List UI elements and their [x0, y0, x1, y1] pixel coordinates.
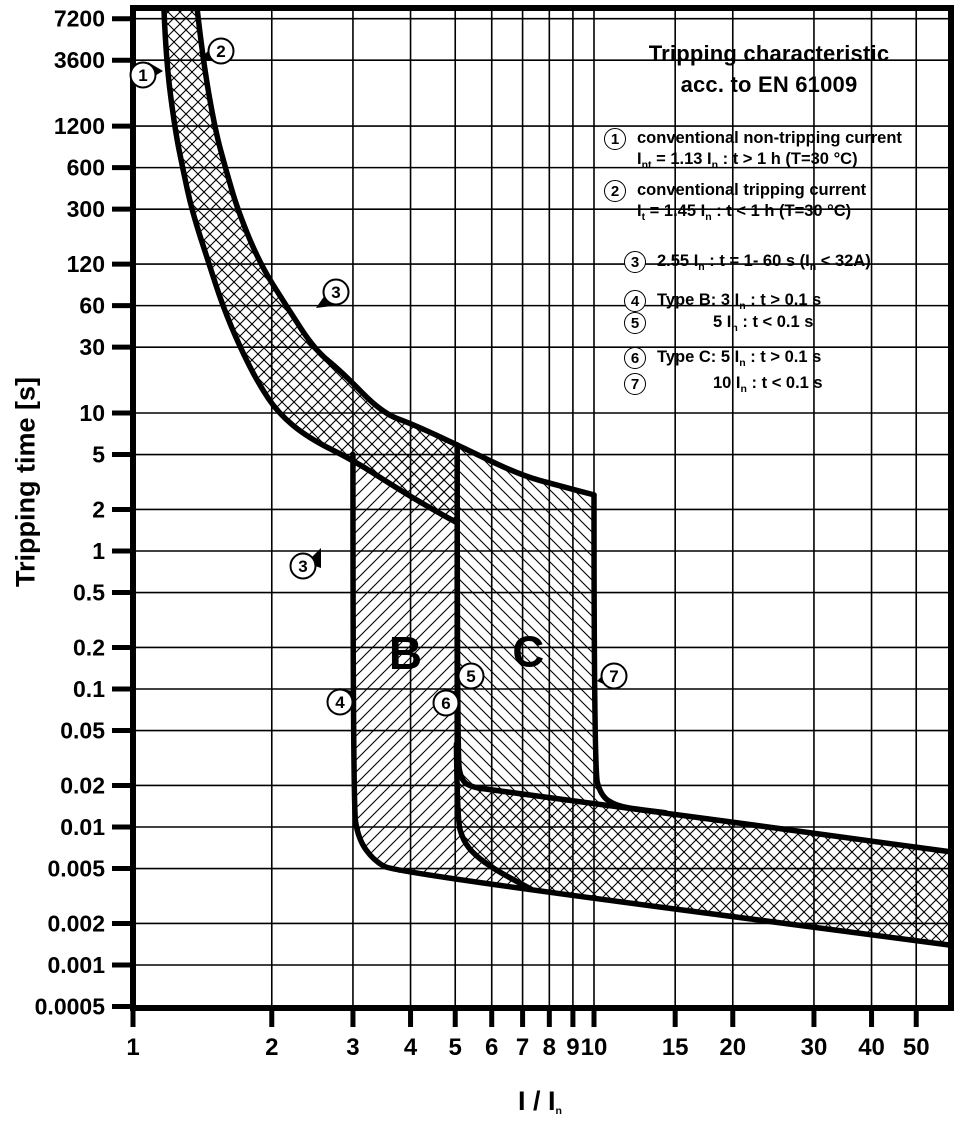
subscript: t: [641, 211, 646, 223]
y-tick-label: 120: [66, 251, 105, 278]
x-tick-label: 3: [346, 1034, 360, 1061]
legend-item-number-circle: 2: [604, 180, 626, 202]
legend-title-line: Tripping characteristic: [648, 41, 890, 66]
y-tick-label: 0.2: [73, 634, 105, 661]
region-label-B: B: [388, 626, 423, 679]
legend-item-number-circle: 6: [624, 347, 646, 369]
region-type-C-region: [457, 445, 951, 945]
y-axis-title: Tripping time [s]: [10, 376, 41, 588]
y-tick-label: 0.02: [60, 772, 105, 799]
subscript: n: [731, 322, 738, 334]
legend-title-line: acc. to EN 61009: [680, 72, 858, 97]
region-label-C: C: [512, 627, 545, 677]
y-tick-label: 0.1: [73, 676, 105, 702]
y-tick-label: 7200: [53, 5, 105, 32]
legend-item-text: [657, 373, 823, 400]
legend-item-line: 5 $I_n$ : t < 0.1 s: [713, 313, 814, 334]
y-tick-label: 2: [92, 496, 105, 523]
legend-item-line: Type B: 3 $I_n$ : t > 0.1 s: [657, 291, 822, 312]
legend-item-line: $I_{nt} = 1.13$ $I_n$ : t > 1 h (T=30 °C): [637, 150, 858, 171]
legend-item-text: [657, 312, 813, 339]
marker-number: 3: [298, 557, 308, 576]
x-tick-label: 2: [265, 1034, 279, 1061]
legend-item-number-circle: 4: [624, 290, 646, 312]
y-tick-label: 0.01: [60, 814, 105, 840]
marker-number: 6: [441, 694, 451, 713]
subscript: n: [705, 211, 712, 223]
x-tick-label: 40: [858, 1034, 885, 1061]
x-tick-label: 5: [448, 1034, 462, 1061]
subscript: n: [809, 261, 817, 273]
marker-number: 1: [138, 66, 148, 85]
subscript: n: [739, 357, 746, 369]
marker-number: 2: [216, 42, 226, 61]
x-tick-label: 50: [902, 1034, 930, 1061]
subscript: n: [555, 1105, 562, 1117]
marker-number: 4: [335, 693, 345, 712]
y-tick-label: 60: [79, 292, 105, 319]
legend-item-2: [604, 180, 866, 228]
legend-item-line: conventional non-tripping current: [637, 129, 902, 147]
legend-item-text: [637, 128, 902, 176]
legend-item-number-circle: 5: [624, 312, 646, 334]
marker-number: 5: [466, 667, 476, 686]
x-tick-label: 15: [661, 1034, 689, 1061]
x-tick-label: 4: [403, 1034, 418, 1061]
subscript: nt: [641, 159, 652, 171]
subscript: n: [739, 300, 746, 312]
legend: [598, 38, 940, 395]
y-tick-label: 3600: [53, 47, 105, 74]
legend-item-number-circle: 3: [624, 251, 646, 273]
y-tick-label: 0.05: [60, 717, 105, 744]
legend-item-text: [637, 180, 866, 228]
legend-item-6: [624, 347, 821, 374]
legend-item-3: [624, 251, 871, 278]
legend-item-line: 2.55 $I_n$ : t = 1- 60 s $(I_n < 32A)$: [657, 252, 871, 273]
y-tick-label: 1: [92, 538, 105, 564]
y-tick-label: 0.002: [47, 910, 105, 937]
x-tick-label: 8: [542, 1034, 557, 1061]
x-tick-label: 10: [580, 1034, 608, 1061]
subscript: n: [698, 261, 705, 273]
x-tick-label: 6: [485, 1034, 499, 1061]
y-tick-label: 1200: [53, 113, 105, 140]
x-axis-title: I / $I_n$: [518, 1086, 562, 1117]
legend-item-number-circle: 1: [604, 128, 626, 150]
legend-item-7: [624, 373, 823, 400]
y-tick-label: 30: [79, 334, 105, 361]
legend-item-line: conventional tripping current: [637, 181, 867, 199]
legend-item-number-circle: 7: [624, 373, 646, 395]
x-tick-label: 1: [126, 1034, 140, 1061]
y-tick-label: 10: [79, 400, 105, 426]
y-tick-label: 5: [92, 441, 105, 468]
y-tick-label: 600: [66, 154, 105, 181]
x-tick-label: 20: [719, 1034, 747, 1061]
legend-item-text: [657, 251, 871, 278]
x-tick-label: 30: [800, 1034, 828, 1061]
x-tick-label: 7: [515, 1034, 530, 1061]
legend-item-line: $I_t = 1.45$ $I_n$ : t < 1 h (T=30 °C): [637, 202, 852, 223]
legend-item-5: [624, 312, 813, 339]
legend-item-line: Type C: 5 $I_n$ : t > 0.1 s: [657, 348, 822, 369]
y-tick-label: 0.0005: [34, 993, 105, 1020]
subscript: n: [711, 159, 719, 171]
legend-title: [598, 38, 940, 100]
legend-item-text: [657, 347, 821, 374]
y-tick-label: 0.001: [47, 952, 105, 978]
legend-item-line: 10 $I_n$ : t < 0.1 s: [713, 374, 823, 395]
type-C-magnetic-upper-10In: [594, 495, 666, 813]
marker-number: 3: [331, 283, 341, 302]
y-tick-label: 300: [66, 196, 105, 223]
legend-item-1: [604, 128, 902, 176]
y-tick-label: 0.5: [73, 579, 105, 606]
subscript: n: [740, 383, 747, 395]
x-tick-label: 9: [566, 1034, 580, 1061]
marker-number: 7: [609, 667, 619, 686]
y-tick-label: 0.005: [47, 855, 105, 882]
